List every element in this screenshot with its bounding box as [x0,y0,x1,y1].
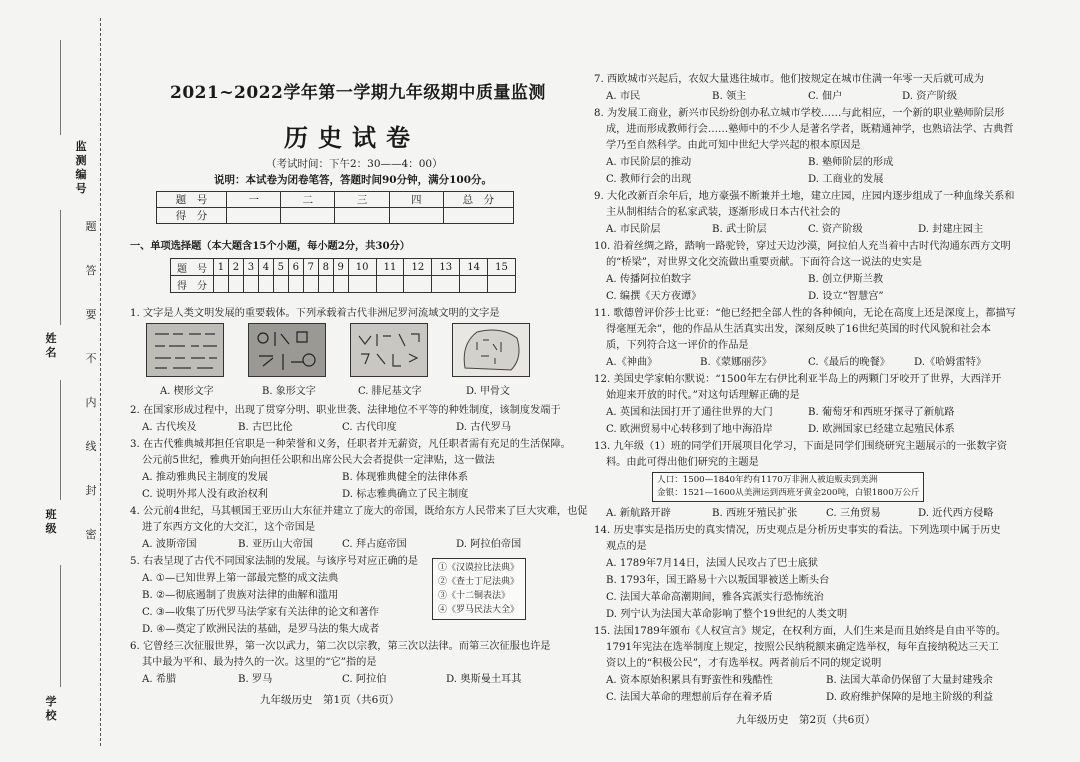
answer-number: 10 [348,259,376,276]
q5-option-a[interactable]: A. ①—已知世界上第一部最完整的成文法典 [142,573,339,584]
q9-option-d[interactable]: D. 封建庄园主 [918,224,984,235]
school-label: 学校 [45,695,57,722]
q8-option-c[interactable]: C. 教师行会的出现 [606,174,692,185]
q13-option-a[interactable]: A. 新航路开辟 [606,508,671,519]
answer-cell[interactable] [404,276,432,293]
q10-option-b[interactable]: B. 创立伊斯兰教 [808,274,884,285]
q5-option-d[interactable]: D. ④—奠定了欧洲民法的基础，是罗马法的集大成者 [142,624,380,635]
subject-title: 历史试卷 [284,123,420,152]
q4-option-c[interactable]: C. 拜占庭帝国 [342,539,407,550]
answer-number: 13 [432,259,460,276]
q13-box-line: 人口：1500—1840年约有1170万非洲人被迫贩卖到美洲 [657,475,878,485]
score-cell[interactable] [335,208,389,224]
seal-char: 要 [85,308,97,321]
name-label: 姓名 [45,332,57,359]
q6-stem-cont: 其中最为平和、最为持久的一次。这里的“它”指的是 [142,657,377,668]
q11-option-d[interactable]: D.《哈姆雷特》 [914,357,987,368]
q1-option-a[interactable]: A. 楔形文字 [160,386,214,397]
q12-option-b[interactable]: B. 葡萄牙和西班牙探寻了新航路 [808,407,955,418]
score-row-label: 得 分 [157,208,227,224]
q12-stem-cont: 始迎来开放的时代。”对这句话理解正确的是 [606,390,800,401]
q9-option-a[interactable]: A. 市民阶层 [606,224,661,235]
q14-option-b[interactable]: B. 1793年，国王路易十六以叛国罪被送上断头台 [606,575,830,586]
score-header-cell: 总 分 [443,192,513,208]
score-header-cell: 四 [389,192,443,208]
answer-cell[interactable] [376,276,404,293]
q9-option-b[interactable]: B. 武士阶层 [712,224,767,235]
q4-stem-cont: 进了东西方文化的大交汇，这个帝国是 [142,522,316,533]
answer-cell[interactable] [318,276,333,293]
q15-option-c[interactable]: C. 法国大革命的理想前后存在着矛盾 [606,692,773,703]
exam-no-label: 监测编号 [75,140,87,195]
q6-option-d[interactable]: D. 奥斯曼土耳其 [446,674,522,685]
q8-stem: 8. 为发展工商业，新兴市民纷纷创办私立城市学校……与此相应，一个新的职业塾师阶层形 [594,108,1005,119]
answer-number: 11 [376,259,404,276]
q3-option-c[interactable]: C. 说明外邦人没有政治权利 [142,489,268,500]
q9-option-c[interactable]: C. 资产阶级 [808,224,863,235]
q12-option-c[interactable]: C. 欧洲贸易中心转移到了地中海沿岸 [606,424,773,435]
score-header-cell: 一 [227,192,281,208]
answer-number: 4 [258,259,273,276]
exam-title: 2021~2022学年第一学期九年级期中质量监测 [170,83,546,103]
q3-option-a[interactable]: A. 推动雅典民主制度的发展 [142,472,268,483]
score-header-cell: 三 [335,192,389,208]
answer-cell[interactable] [432,276,460,293]
hieroglyph-image [248,323,326,377]
q14-option-c[interactable]: C. 法国大革命高潮期间，雅各宾派实行恐怖统治 [606,592,824,603]
q13-data-box [652,472,924,502]
seal-char: 题 [85,220,97,233]
score-cell[interactable] [281,208,335,224]
q5-option-b[interactable]: B. ②—彻底遏制了贵族对法律的曲解和滥用 [142,590,339,601]
q9-stem: 9. 大化改新百余年后，地方豪强不断兼并土地，建立庄园，庄园内逐步组成了一种血缘关系和 [594,191,1015,202]
answer-cell[interactable] [258,276,273,293]
answer-cell[interactable] [228,276,243,293]
q15-option-b[interactable]: B. 法国大革命仍保留了大量封建残余 [826,675,993,686]
q15-stem: 15. 法国1789年颁布《人权宣言》规定，在权利方面，人们生来是而且始终是自由平等的。 [594,626,1007,637]
q4-option-d[interactable]: D. 阿拉伯帝国 [456,539,522,550]
score-cell[interactable] [389,208,443,224]
q4-option-a[interactable]: A. 波斯帝国 [142,539,197,550]
class-field[interactable] [60,380,61,500]
q5-option-c[interactable]: C. ③—收集了历代罗马法学家有关法律的论文和著作 [142,607,379,618]
q5-stem: 5. 右表呈现了古代不同国家法制的发展。与该序号对应正确的是 [130,556,419,567]
q2-option-d[interactable]: D. 古代罗马 [456,422,512,433]
page-footer-left: 九年级历史 第1页（共6页） [260,694,400,706]
q12-stem: 12. 美国史学家帕尔默说：“1500年左右伊比利亚半岛上的两颗门牙咬开了世界，大西洋开 [594,374,1002,385]
q7-option-d[interactable]: D. 资产阶级 [902,91,958,102]
q6-stem: 6. 它曾经三次征服世界，第一次以武力，第二次以宗教，第三次以法律。而第三次征服也许是 [130,641,551,652]
q14-option-a[interactable]: A. 1789年7月14日，法国人民攻占了巴士底狱 [606,558,819,569]
q13-stem-cont: 料。由此可得出他们研究的主题是 [606,457,759,468]
q7-option-c[interactable]: C. 佃户 [808,91,843,102]
q10-option-d[interactable]: D. 设立“智慧宫” [808,291,884,302]
answer-number: 15 [488,259,516,276]
answer-cell[interactable] [488,276,516,293]
q1-option-b[interactable]: B. 象形文字 [262,386,316,397]
q11-stem: 11. 歌德曾评价莎士比亚：“他已经把全部人性的各种倾向，无论在高度上还是深度上，都描写 [594,308,1016,319]
seal-char: 内 [85,396,97,409]
q11-option-c[interactable]: C.《最后的晚餐》 [808,357,890,368]
answer-number: 14 [460,259,488,276]
q3-stem-cont: 公元前5世纪，雅典开始向担任公职和出席公民大会者提供一定津贴，这一做法 [142,455,495,466]
seal-char: 封 [85,484,97,497]
q12-option-a[interactable]: A. 英国和法国打开了通往世界的大门 [606,407,773,418]
q15-option-d[interactable]: D. 政府维护保障的是地主阶级的利益 [826,692,994,703]
q5-box-item: ②《查士丁尼法典》 [438,577,520,587]
answer-number: 5 [273,259,288,276]
answer-number: 8 [318,259,333,276]
seal-char: 密 [85,528,97,541]
q7-option-b[interactable]: B. 领主 [712,91,747,102]
answer-number: 9 [333,259,348,276]
answer-number: 3 [243,259,258,276]
q5-box-item: ④《罗马民法大全》 [438,605,520,615]
q2-option-c[interactable]: C. 古代印度 [342,422,397,433]
q7-stem: 7. 西欧城市兴起后，农奴大量逃往城市。他们按规定在城市住满一年零一天后就可成为 [594,74,984,85]
q10-option-a[interactable]: A. 传播阿拉伯数字 [606,274,692,285]
q14-stem-cont: 观点的是 [606,541,647,552]
q11-stem-cont: 质，下列符合这一评价的作品是 [606,340,749,351]
q11-option-b[interactable]: B.《蒙娜丽莎》 [700,357,772,368]
q14-option-d[interactable]: D. 列宁认为法国大革命影响了整个19世纪的人类文明 [606,609,848,620]
phoenician-image [350,323,428,377]
q15-stem-cont: 资以上的“积极公民”，才有选举权。两者前后不同的规定说明 [606,658,882,669]
cuneiform-image [146,323,224,377]
answer-cell[interactable] [333,276,348,293]
score-header-cell: 题 号 [157,192,227,208]
q13-stem: 13. 九年级（1）班的同学们开展项目化学习，下面是同学们围绕研究主题展示的一张数字资 [594,441,1008,452]
q1-option-c[interactable]: C. 腓尼基文字 [358,386,422,397]
answer-number: 6 [288,259,303,276]
answer-cell[interactable] [288,276,303,293]
q14-stem: 14. 历史事实是指历史的真实情况，历史观点是分析历史事实的看法。下列选项中属于历史 [594,525,1001,536]
seal-line [100,18,101,746]
score-cell[interactable] [227,208,281,224]
answer-cell[interactable] [460,276,488,293]
q7-option-a[interactable]: A. 市民 [606,91,641,102]
q15-option-a[interactable]: A. 资本原始积累具有野蛮性和残酷性 [606,675,773,686]
q8-stem-cont: 成，进而形成教师行会……塾师中的不少人是著名学者，既精通神学，也熟谙法学、古典哲 [606,124,1014,135]
q13-option-b[interactable]: B. 西班牙殖民扩张 [712,508,798,519]
answer-cell[interactable] [348,276,376,293]
q3-option-b[interactable]: B. 体现雅典健全的法律体系 [342,472,469,483]
q6-option-b[interactable]: B. 罗马 [238,674,273,685]
q10-option-c[interactable]: C. 编撰《天方夜谭》 [606,291,702,302]
q3-option-d[interactable]: D. 标志雅典确立了民主制度 [342,489,469,500]
q2-option-b[interactable]: B. 古巴比伦 [238,422,293,433]
q1-stem: 1. 文字是人类文明发展的重要载体。下列承载着古代非洲尼罗河流域文明的文字是 [130,308,500,319]
score-table [156,191,514,224]
q5-box-item: ①《汉谟拉比法典》 [438,563,520,573]
class-label: 班级 [45,508,57,535]
answer-score-label: 得 分 [171,276,214,293]
oracle-bone-image [452,323,530,377]
q15-stem-cont: 1791年宪法在选举制度上规定，按照公民纳税额来确定选举权，每年直接纳税达三天工 [606,642,999,653]
q5-box-item: ③《十二铜表法》 [438,591,511,601]
seal-char: 线 [85,440,97,453]
answer-cell[interactable] [214,276,229,293]
answer-cell[interactable] [273,276,288,293]
q3-stem: 3. 在古代雅典城邦担任官职是一种荣誉和义务，任职者并无薪资，凡任职者需有充足的生活保障。 [130,439,571,450]
answer-table [170,258,516,293]
q9-stem-cont: 主从制相结合的私家武装，逐渐形成日本古代社会的 [606,207,841,218]
answer-number: 1 [214,259,229,276]
q6-option-a[interactable]: A. 希腊 [142,674,177,685]
q13-option-d[interactable]: D. 近代西方侵略 [918,508,994,519]
q11-option-a[interactable]: A.《神曲》 [606,357,658,368]
exam-no-field[interactable] [60,40,61,135]
score-cell[interactable] [443,208,513,224]
school-field[interactable] [60,565,61,687]
q13-box-line: 金银：1521—1600从美洲运到西班牙黄金200吨，白银1800万公斤 [657,488,920,498]
q2-option-a[interactable]: A. 古代埃及 [142,422,197,433]
score-header-cell: 二 [281,192,335,208]
answer-number: 7 [303,259,318,276]
answer-cell[interactable] [243,276,258,293]
q8-option-b[interactable]: B. 塾师阶层的形成 [808,157,894,168]
q8-option-a[interactable]: A. 市民阶层的推动 [606,157,692,168]
q11-stem-cont: 得毫厘无余”，他的作品从生活真实出发，深刻反映了16世纪英国的时代风貌和社会本 [606,324,991,335]
q8-option-d[interactable]: D. 工商业的发展 [808,174,884,185]
answer-cell[interactable] [303,276,318,293]
q13-option-c[interactable]: C. 三角贸易 [826,508,881,519]
q10-stem-cont: 的“桥梁”，对世界文化交流做出重要贡献。下面符合这一说法的史实是 [606,257,923,268]
seal-char: 不 [85,352,97,365]
q4-stem: 4. 公元前4世纪，马其顿国王亚历山大东征并建立了庞大的帝国，既给东方人民带来了巨大灾难，也促 [130,506,588,517]
q5-law-box [432,558,526,620]
q10-stem: 10. 沿着丝绸之路，踏响一路驼铃，穿过天边沙漠，阿拉伯人充当着中古时代沟通东西方文明 [594,241,1011,252]
q1-option-d[interactable]: D. 甲骨文 [466,386,511,397]
seal-char: 答 [85,264,97,277]
answer-row-label: 题 号 [171,259,214,276]
q8-stem-cont: 学乃至自然科学。由此可知中世纪大学兴起的根本原因是 [606,140,861,151]
name-field[interactable] [60,210,61,325]
exam-time: （考试时间：下午2：30——4：00） [266,158,443,170]
exam-instructions: 说明：本试卷为闭卷笔答，答题时间90分钟，满分100分。 [214,174,493,186]
answer-number: 12 [404,259,432,276]
q4-option-b[interactable]: B. 亚历山大帝国 [238,539,314,550]
q12-option-d[interactable]: D. 欧洲国家已经建立起殖民体系 [808,424,955,435]
answer-number: 2 [228,259,243,276]
q6-option-c[interactable]: C. 阿拉伯 [342,674,387,685]
section1-heading: 一、单项选择题（本大题含15个小题，每小题2分，共30分） [130,240,410,252]
page-footer-right: 九年级历史 第2页（共6页） [736,714,876,726]
q2-stem: 2. 在国家形成过程中，出现了贯穿分明、职业世袭、法律地位不平等的种姓制度，该制度发端于 [130,405,561,416]
